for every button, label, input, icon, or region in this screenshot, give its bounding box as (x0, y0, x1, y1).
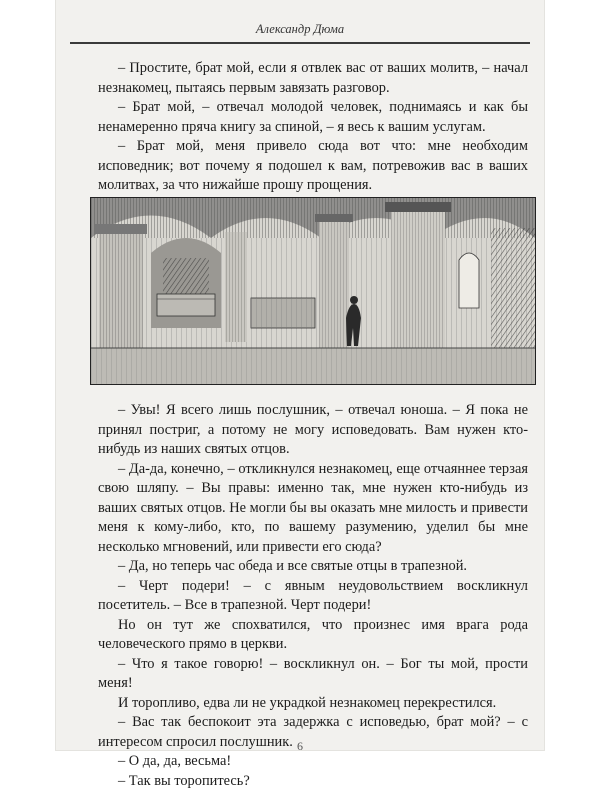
paragraph: – Увы! Я всего лишь послушник, – отвечал юноша. – Я пока не принял постриг, а потому не могу исповедовать. Вам нужен кто-нибудь из наших святых отцов. (98, 401, 528, 460)
paragraph: – Брат мой, меня привело сюда вот что: мне необходим исповедник; вот почему я подошел к вам, потревожив вас в ваших молитвах, за что нижайше прошу прощения. (98, 137, 528, 196)
paragraph: И торопливо, едва ли не украдкой незнакомец перекрестился. (98, 694, 528, 714)
page-number: 6 (56, 739, 544, 754)
book-page (56, 0, 544, 750)
text-block-top (98, 59, 528, 196)
paragraph: – Да-да, конечно, – откликнулся незнакомец, еще отчаяннее терзая свою шляпу. – Вы правы: именно так, мне нужен кто-нибудь из ваших святых отцов. Не могли бы вы оказать мне милость и привести меня к кому-либо, кто, по вашему разумению, уделил бы мне несколько мгновений, или привести его сюда? (98, 460, 528, 558)
text-block-bottom (98, 401, 528, 791)
paragraph: – Простите, брат мой, если я отвлек вас от ваших молитв, – начал незнакомец, пытаясь первым завязать разговор. (98, 59, 528, 98)
paragraph: – Брат мой, – отвечал молодой человек, поднимаясь и как бы ненамеренно пряча книгу за спиной, – я весь к вашим услугам. (98, 98, 528, 137)
paragraph: – Да, но теперь час обеда и все святые отцы в трапезной. (98, 557, 528, 577)
paragraph: – Черт подери! – с явным неудовольствием воскликнул посетитель. – Все в трапезной. Черт подери! (98, 577, 528, 616)
paragraph: Но он тут же спохватился, что произнес имя врага рода человеческого прямо в церкви. (98, 616, 528, 655)
running-header: Александр Дюма (56, 22, 544, 37)
header-rule (70, 42, 530, 44)
paragraph: – Вас так беспокоит эта задержка с исповедью, брат мой? – с интересом спросил послушник. (98, 713, 528, 752)
paragraph: – Так вы торопитесь? (98, 772, 528, 791)
paragraph: – О да, да, весьма! (98, 752, 528, 772)
crypt-engraving (90, 197, 536, 385)
paragraph: – Что я такое говорю! – воскликнул он. – Бог ты мой, прости меня! (98, 655, 528, 694)
